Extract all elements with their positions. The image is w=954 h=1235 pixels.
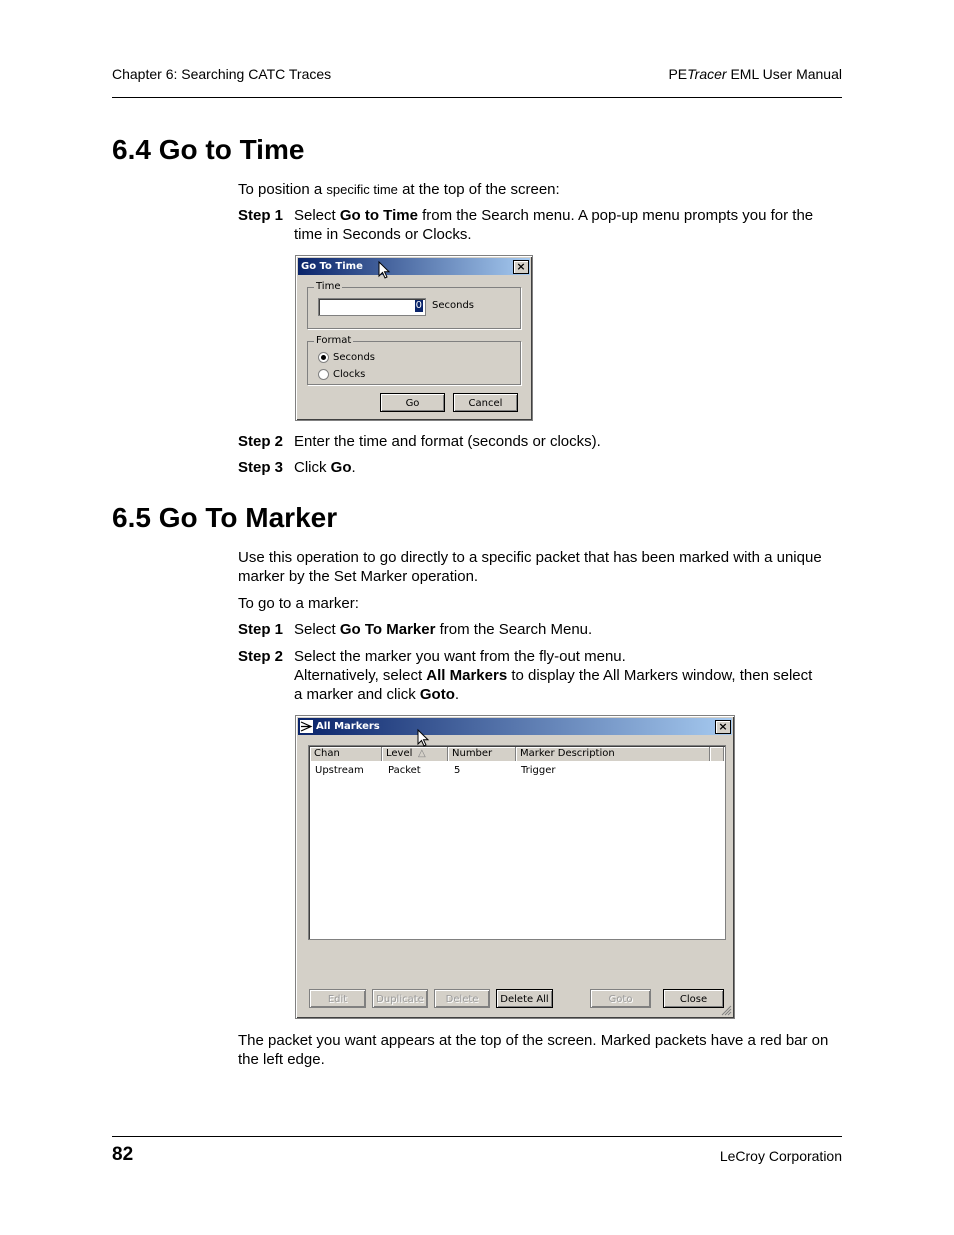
cell-chan: Upstream xyxy=(315,765,364,776)
footer-rule xyxy=(112,1136,842,1137)
manual-prefix: PE xyxy=(668,66,688,82)
dialog-title: All Markers xyxy=(316,721,380,732)
dialog-title-bar xyxy=(298,258,530,275)
time-input[interactable] xyxy=(318,298,426,316)
radio-seconds-label: Seconds xyxy=(333,352,376,363)
section-65-lead: To go to a marker: xyxy=(238,595,359,612)
cell-description: Trigger xyxy=(521,765,556,776)
time-unit-label: Seconds xyxy=(432,300,475,311)
resize-grip-icon[interactable] xyxy=(721,1005,732,1016)
section-title-go-to-marker: 6.5 Go To Marker xyxy=(112,502,338,533)
column-header-filler xyxy=(710,747,724,761)
header-rule xyxy=(112,97,842,98)
cell-level: Packet xyxy=(388,765,421,776)
go-to-time-dialog xyxy=(295,255,533,421)
markers-list[interactable] xyxy=(308,745,726,940)
step-label: Step 2 xyxy=(238,648,284,665)
column-header-description[interactable]: Marker Description xyxy=(516,747,710,761)
format-group-label: Format xyxy=(316,335,352,346)
mouse-pointer-icon xyxy=(379,262,391,280)
radio-clocks[interactable] xyxy=(318,369,329,380)
page-number: 82 xyxy=(112,1144,134,1165)
radio-seconds[interactable] xyxy=(318,352,329,363)
close-icon[interactable]: × xyxy=(513,260,529,274)
running-header-chapter: Chapter 6: Searching CATC Traces xyxy=(112,66,332,82)
close-icon[interactable]: × xyxy=(715,720,731,734)
section-64-intro: To position a specific time at the top of the screen: xyxy=(238,181,560,198)
edit-button[interactable]: Edit xyxy=(309,989,366,1008)
running-header-manual xyxy=(668,66,842,82)
go-button[interactable]: Go xyxy=(380,393,445,412)
step-text: Select Go to Time from the Search menu. A pop-up menu prompts you for the time in Seconds or Clocks. xyxy=(294,207,814,243)
step-text: Click Go. xyxy=(294,459,356,476)
manual-suffix: EML User Manual xyxy=(726,66,842,82)
sort-arrow-icon: △ xyxy=(418,748,426,759)
dialog-title: Go To Time xyxy=(301,261,363,272)
column-header-chan[interactable]: Chan xyxy=(310,747,382,761)
close-button[interactable]: Close xyxy=(663,989,724,1008)
manual-italic: Tracer xyxy=(687,66,727,82)
time-value: 0 xyxy=(415,300,422,311)
cancel-button[interactable]: Cancel xyxy=(453,393,518,412)
step-text: Enter the time and format (seconds or clocks). xyxy=(294,433,601,450)
step-text: Select Go To Marker from the Search Menu. xyxy=(294,621,593,638)
column-header-level[interactable]: Level △ xyxy=(382,747,448,761)
all-markers-dialog xyxy=(295,715,735,1019)
section-65-outro: The packet you want appears at the top of the screen. Marked packets have a red bar on the left edge. xyxy=(238,1032,829,1068)
goto-button[interactable]: Goto xyxy=(590,989,651,1008)
step-label: Step 3 xyxy=(238,459,284,476)
column-header-number[interactable]: Number xyxy=(448,747,516,761)
dialog-title-bar xyxy=(298,718,732,735)
footer-company: LeCroy Corporation xyxy=(719,1148,842,1164)
markers-app-icon xyxy=(300,720,313,733)
section-title-go-to-time: 6.4 Go to Time xyxy=(112,134,305,165)
radio-clocks-label: Clocks xyxy=(333,369,366,380)
delete-button[interactable]: Delete xyxy=(434,989,490,1008)
time-group-label: Time xyxy=(316,281,341,292)
duplicate-button[interactable]: Duplicate xyxy=(372,989,428,1008)
cell-number: 5 xyxy=(454,765,461,776)
step-label: Step 2 xyxy=(238,433,284,450)
step-text: Select the marker you want from the fly-out menu. Alternatively, select All Markers to display the All Markers window, then select a marker and click Goto. xyxy=(294,648,813,703)
step-label: Step 1 xyxy=(238,207,284,224)
mouse-pointer-icon xyxy=(418,730,430,748)
section-65-intro: Use this operation to go directly to a specific packet that has been marked with a unique marker by the Set Marker operation. xyxy=(238,549,822,585)
step-label: Step 1 xyxy=(238,621,284,638)
delete-all-button[interactable]: Delete All xyxy=(496,989,553,1008)
